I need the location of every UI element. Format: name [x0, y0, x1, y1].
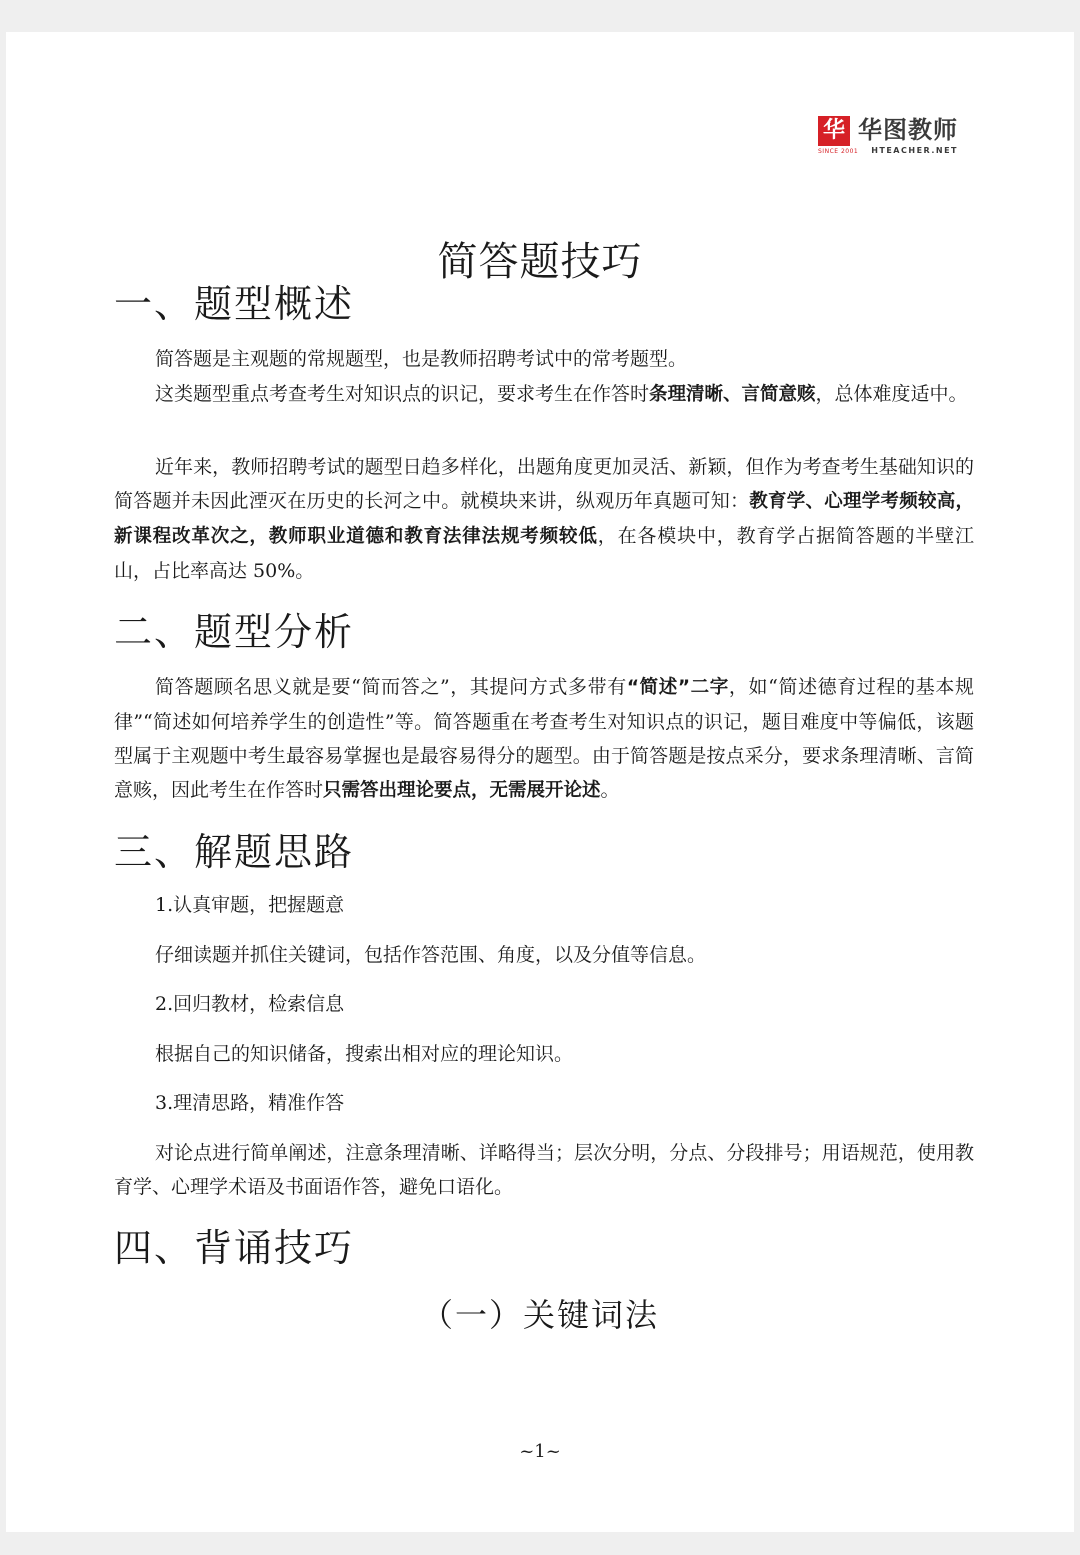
step-title: 3.理清思路，精准作答: [155, 1092, 345, 1114]
step-title: 2.回归教材，检索信息: [155, 993, 345, 1015]
step-title: 1.认真审题，把握题意: [155, 894, 345, 916]
logo-mark: [818, 116, 859, 156]
logo-icon: 华: [818, 116, 850, 146]
paragraph: 简答题是主观题的常规题型，也是教师招聘考试中的常考题型。: [155, 348, 688, 370]
emphasis-text: “简述”二字: [626, 677, 729, 698]
emphasis-text: 教育学、心理学考频较高，新课程改革次之，教师职业道德和教育法律法规考频较低: [114, 491, 974, 547]
step-text: 对论点进行简单阐述，注意条理清晰、详略得当；层次分明，分点、分段排号；用语规范，使用教育学、心理学术语及书面语作答，避免口语化。: [114, 1142, 974, 1198]
page-number: ~1~: [519, 1441, 561, 1462]
emphasis-text: 条理清晰、言简意赅: [649, 384, 816, 405]
logo-name-cn: 华图教师: [858, 116, 958, 144]
paragraph: 近年来，教师招聘考试的题型日趋多样化，出题角度更加灵活、新颖，但作为考查考生基础知识的简答题并未因此湮灭在历史的长河之中。就模块来讲，纵观历年真题可知：教育学、心理学考频较高，新课程改革次之，教师职业道德和教育法律法规考频较低，在各模块中，教育学占据简答题的半壁江山，占比率高达 50%。: [114, 456, 974, 582]
emphasis-text: 只需答出理论要点，无需展开论述: [323, 780, 601, 801]
logo-since: SINCE 2001: [818, 148, 859, 155]
paragraph: 简答题顾名思义就是要“简而答之”，其提问方式多带有“简述”二字，如“简述德育过程的基本规律”“简述如何培养学生的创造性”等。简答题重在考查考生对知识点的识记，题目难度中等偏低，该题型属于主观题中考生最容易掌握也是最容易得分的题型。由于简答题是按点采分，要求条理清晰、言简意赅，因此考生在作答时只需答出理论要点，无需展开论述。: [114, 676, 975, 801]
step-text: 仔细读题并抓住关键词，包括作答范围、角度，以及分值等信息。: [155, 944, 707, 966]
logo-name-en: HTEACHER.NET: [871, 146, 958, 155]
brand-logo: [818, 116, 958, 188]
section-heading-approach: 三、解题思路: [114, 830, 355, 874]
document-title: 简答题技巧: [437, 239, 643, 285]
section-heading-analysis: 二、题型分析: [114, 610, 355, 654]
section-heading-overview: 一、题型概述: [114, 282, 355, 326]
logo-text: [858, 116, 958, 155]
section-heading-memorization: 四、背诵技巧: [114, 1226, 355, 1270]
step-text: 根据自己的知识储备，搜索出相对应的理论知识。: [155, 1043, 574, 1065]
paragraph: 这类题型重点考查考生对知识点的识记，要求考生在作答时条理清晰、言简意赅，总体难度适中。: [155, 383, 968, 405]
document-page: [6, 32, 1074, 1532]
subsection-heading: （一）关键词法: [420, 1296, 659, 1334]
